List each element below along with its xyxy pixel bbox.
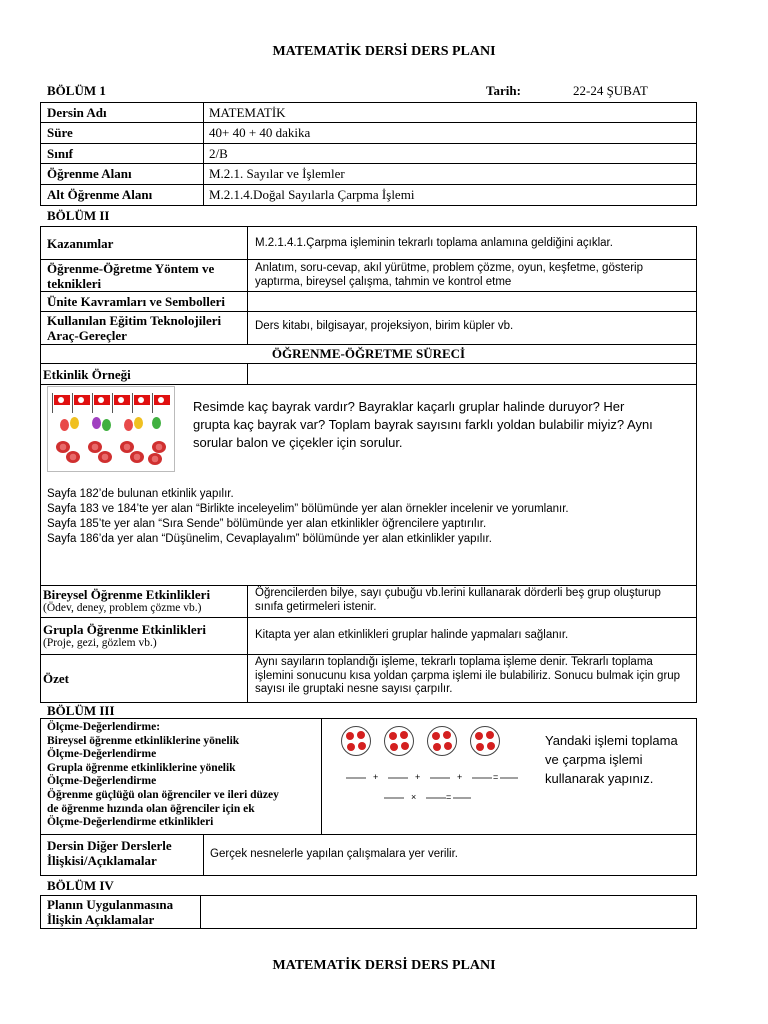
flag-icon <box>114 395 130 405</box>
arac-value: Ders kitabı, bilgisayar, projeksiyon, birim küpler vb. <box>255 320 514 332</box>
balloon-icon <box>124 419 133 431</box>
section-4-heading: BÖLÜM IV <box>47 878 114 893</box>
svg-text:=: = <box>493 772 499 782</box>
flag-icon <box>74 395 90 405</box>
olcme-line: Grupla öğrenme etkinliklerine yönelik <box>47 761 236 774</box>
svg-text:=: = <box>446 792 452 802</box>
bireysel-sub: (Ödev, deney, problem çözme vb.) <box>43 602 202 614</box>
apple-icon <box>475 732 483 740</box>
page-instructions <box>47 487 569 547</box>
flower-icon <box>130 451 144 463</box>
class-value: 2/B <box>209 146 228 161</box>
page-instruction-line: Sayfa 186’da yer alan “Düşünelim, Cevaplayalım” bölümünde yer alan etkinlikler yapılır. <box>47 533 492 545</box>
group-circle <box>470 726 500 756</box>
learning-area-value: M.2.1. Sayılar ve İşlemler <box>209 166 345 181</box>
footer-title: MATEMATİK DERSİ DERS PLANI <box>272 958 496 973</box>
date-label: Tarih: <box>486 83 521 98</box>
svg-text:×: × <box>411 792 417 802</box>
surec-heading: ÖĞRENME-ÖĞRETME SÜRECİ <box>271 346 466 361</box>
apple-icon <box>444 742 452 750</box>
page-instruction-line: Sayfa 185’te yer alan “Sıra Sende” bölümünde yer alan etkinlikler öğrencilere yaptırılır. <box>47 518 487 530</box>
apple-icon <box>486 731 494 739</box>
apple-icon <box>347 743 355 751</box>
group-circle <box>384 726 414 756</box>
flag-icon <box>94 395 110 405</box>
apple-icon <box>400 731 408 739</box>
sub-learning-area-label: Alt Öğrenme Alanı <box>47 187 153 202</box>
activity-question: Resimde kaç bayrak vardır? Bayraklar kaçarlı gruplar halinde duruyor? Her grupta kaç bayrak var? Toplam bayrak sayısını farklı yoldan bulabilir miyiz? Aynı sorular balon ve çiçekler için sorulur. <box>193 399 653 450</box>
flag-icon <box>154 395 170 405</box>
olcme-line: Ölçme-Değerlendirme: <box>47 721 161 733</box>
flag-icon <box>54 395 70 405</box>
course-name-value: MATEMATİK <box>209 105 286 120</box>
flags-balloons-flowers-image <box>47 386 175 472</box>
grupla-value: Kitapta yer alan etkinlikleri gruplar halinde yapmaları sağlanır. <box>255 629 569 641</box>
kazanimlar-value: M.2.1.4.1.Çarpma işleminin tekrarlı toplama anlamına geldiğini açıklar. <box>255 237 613 249</box>
olcme-line: Ölçme-Değerlendirme <box>47 775 157 788</box>
olcme-line: Ölçme-Değerlendirme <box>47 748 157 761</box>
apple-icon <box>346 732 354 740</box>
course-name-label: Dersin Adı <box>47 105 107 120</box>
bireysel-value: Öğrencilerden bilye, sayı çubuğu vb.lerini kullanarak dörderli beş grup oluşturup sınıfa getirmeleri istenir. <box>255 587 661 613</box>
apple-icon <box>433 743 441 751</box>
balloon-icon <box>70 417 79 429</box>
apple-icon <box>487 742 495 750</box>
apple-icon <box>358 742 366 750</box>
page-instruction-line: Sayfa 182’de bulunan etkinlik yapılır. <box>47 488 234 500</box>
flower-icon <box>66 451 80 463</box>
olcme-block <box>47 721 279 830</box>
duration-value: 40+ 40 + 40 dakika <box>209 125 311 140</box>
grupla-sub: (Proje, gezi, gözlem vb.) <box>43 637 157 649</box>
apple-icon <box>476 743 484 751</box>
flower-icon <box>152 441 166 453</box>
olcme-line: Ölçme-Değerlendirme etkinlikleri <box>47 816 214 829</box>
apple-icon <box>357 731 365 739</box>
diger-value: Gerçek nesnelerle yapılan çalışmalara yer verilir. <box>210 848 458 860</box>
flag-icon <box>134 395 150 405</box>
date-value: 22-24 ŞUBAT <box>573 83 648 98</box>
balloon-icon <box>134 417 143 429</box>
unite-label: Ünite Kavramları ve Sembolleri <box>47 294 225 309</box>
olcme-line: de öğrenme hızında olan öğrenciler için ek <box>47 802 255 815</box>
yontem-value: Anlatım, soru-cevap, akıl yürütme, problem çözme, oyun, keşfetme, gösterip yaptırma, bireysel çalışma, tahmin ve kontrol etme <box>255 262 643 288</box>
balloon-icon <box>152 417 161 429</box>
flower-icon <box>98 451 112 463</box>
blank-equations <box>338 764 528 808</box>
ozet-value: Aynı sayıların toplandığı işleme, tekrarlı toplama işleme denir. Tekrarlı toplama işlemini sonucunu kısa yoldan çarpma işlemi ile bulabiliriz. Sonucu bulmak için grup sayısı ile gruptaki nesne sayısı çarpılır. <box>255 656 681 695</box>
group-circle <box>427 726 457 756</box>
section-2-heading: BÖLÜM II <box>47 208 110 223</box>
balloon-icon <box>102 419 111 431</box>
grupla-label: Grupla Öğrenme Etkinlikleri <box>43 622 206 637</box>
svg-text:+: + <box>415 772 421 782</box>
sub-learning-area-value: M.2.1.4.Doğal Sayılarla Çarpma İşlemi <box>209 187 415 202</box>
apple-icon <box>389 732 397 740</box>
arac-label: Kullanılan Eğitim Teknolojileri Araç-Gereçler <box>47 313 222 343</box>
diger-label: Dersin Diğer Derslerle İlişkisi/Açıklamalar <box>47 838 172 868</box>
yontem-label: Öğrenme-Öğretme Yöntem ve teknikleri <box>47 261 215 291</box>
olcme-line: Bireysel öğrenme etkinliklerine yönelik <box>47 734 240 747</box>
group-circle <box>341 726 371 756</box>
apple-icon <box>432 732 440 740</box>
olcme-line: Öğrenme güçlüğü olan öğrenciler ve ileri düzey <box>47 788 279 801</box>
class-label: Sınıf <box>47 146 74 161</box>
svg-text:+: + <box>457 772 463 782</box>
page-title: MATEMATİK DERSİ DERS PLANI <box>272 44 496 59</box>
etkinlik-label: Etkinlik Örneği <box>43 367 131 382</box>
plan-label: Planın Uygulanmasına İlişkin Açıklamalar <box>47 897 174 927</box>
balloon-icon <box>92 417 101 429</box>
section-1-heading: BÖLÜM 1 <box>47 83 106 98</box>
kazanimlar-label: Kazanımlar <box>47 236 114 251</box>
task-instruction: Yandaki işlemi toplama ve çarpma işlemi kullanarak yapınız. <box>545 733 678 786</box>
bireysel-label: Bireysel Öğrenme Etkinlikleri <box>43 587 211 602</box>
learning-area-label: Öğrenme Alanı <box>47 166 132 181</box>
flower-icon <box>148 453 162 465</box>
section-3-heading: BÖLÜM III <box>47 703 115 718</box>
duration-label: Süre <box>47 125 73 140</box>
apple-icon <box>390 743 398 751</box>
ozet-label: Özet <box>43 671 69 686</box>
svg-text:+: + <box>373 772 379 782</box>
balloon-icon <box>60 419 69 431</box>
apple-icon <box>401 742 409 750</box>
page-instruction-line: Sayfa 183 ve 184’te yer alan “Birlikte inceleyelim” bölümünde yer alan örnekler incelenir ve yorumlanır. <box>47 503 569 515</box>
apple-groups-image <box>338 724 528 810</box>
apple-icon <box>443 731 451 739</box>
